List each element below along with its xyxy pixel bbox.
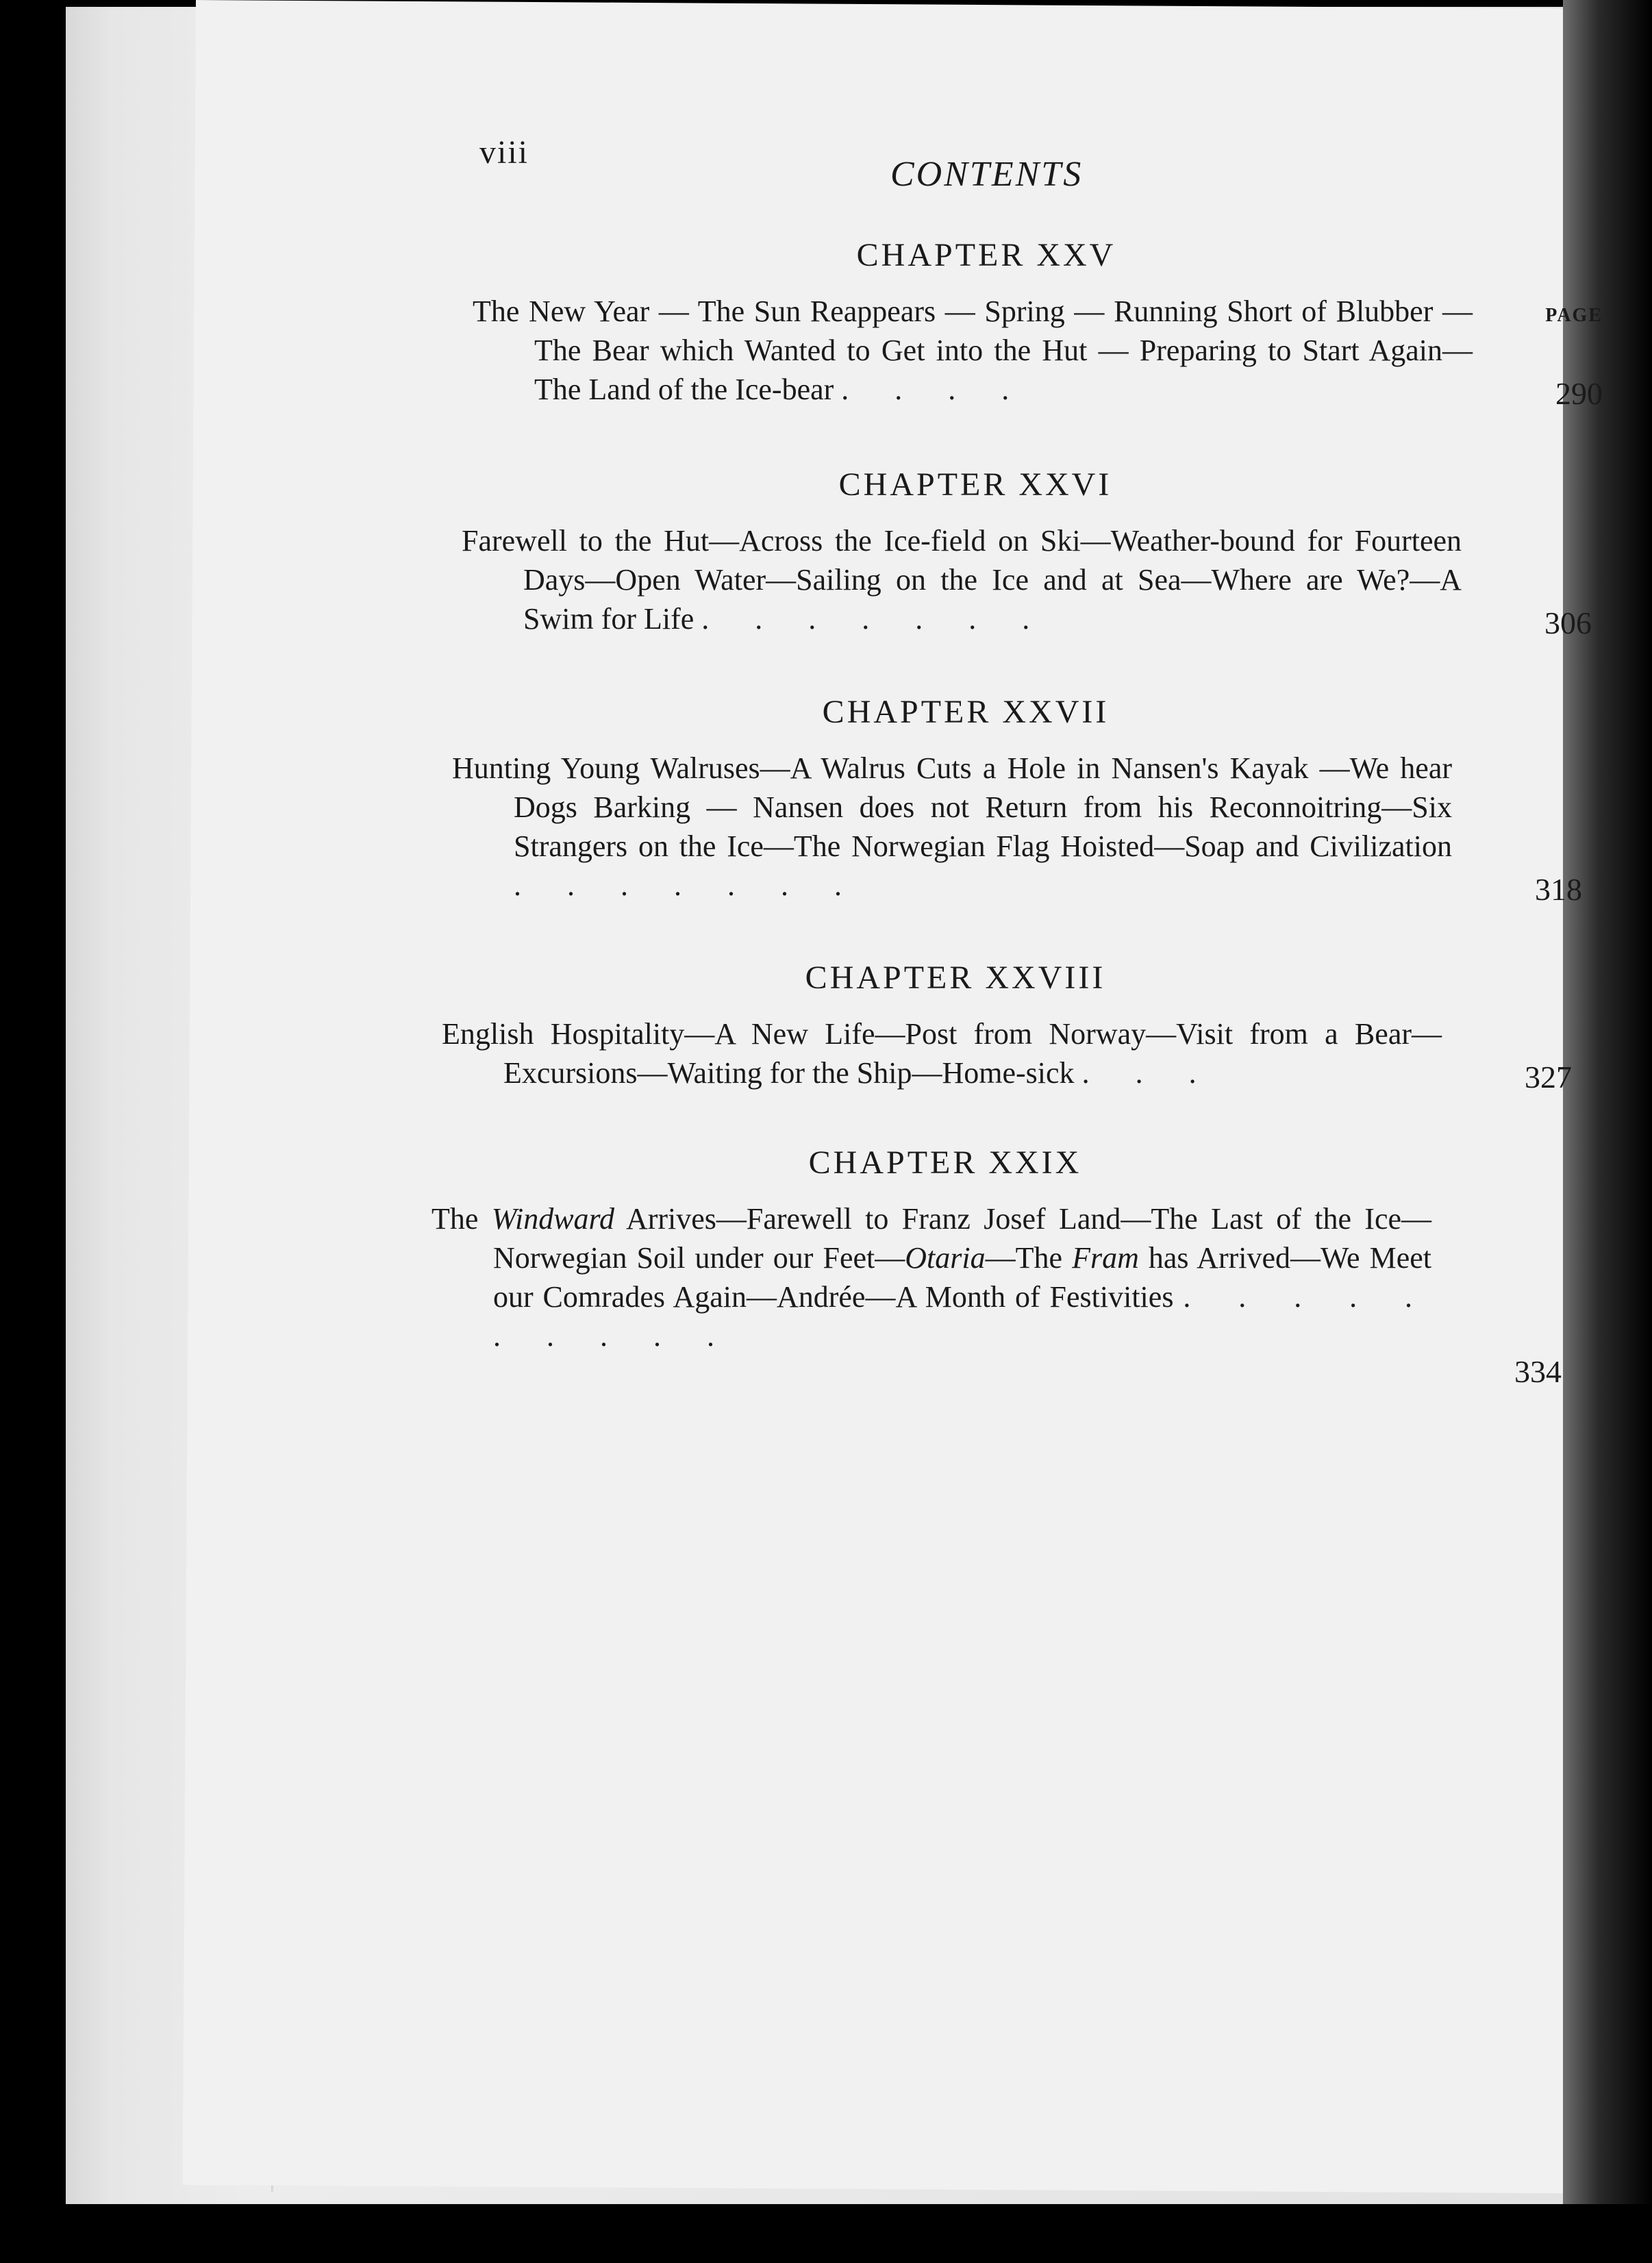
chapter-heading: CHAPTER XXVI [838,466,1112,503]
chapter-summary-text: Hunting Young Walruses—A Walrus Cuts a Hole in Nansen's Kayak —We hear Dogs Barking — Nansen does not Return from his Reconnoitring—Six Strangers on the Ice—The Norwegian Flag Hoisted—Soap and Civilization [452,751,1452,863]
chapter-summary [452,749,1479,905]
right-scan-shadow [1563,0,1652,2263]
leader-dots: . . . [1081,1056,1216,1090]
page-folio: viii [479,134,529,171]
chapter-heading: CHAPTER XXVII [822,694,1110,730]
chapter-summary [462,521,1489,638]
leader-dots: . . . . [841,373,1029,406]
chapter-summary-text: English Hospitality—A New Life—Post from Norway—Visit from a Bear—Excursions—Waiting for the Ship—Home-sick [442,1017,1442,1090]
summary-text-part: Arrives—Farewell to Franz Josef Land—The Last of the Ice—Norwegian Soil under our Feet— [493,1202,1432,1275]
chapter-entry [431,1144,1562,1389]
chapter-page-number: 290 [1555,376,1603,411]
summary-text-part: —The [985,1241,1073,1275]
ship-name-otaria: Otaria [905,1241,986,1275]
chapter-page-number: 334 [1514,1354,1562,1389]
ship-name-windward: Windward [491,1202,615,1236]
summary-text-part: has Arrived—We Meet our Comrades Again—Andrée—A Month of Festivities [493,1241,1432,1314]
chapter-page-number: 318 [1535,872,1582,907]
chapter-heading: CHAPTER XXIX [808,1145,1082,1181]
chapter-summary [473,292,1500,409]
chapter-entry [442,959,1572,1095]
chapter-entry [462,466,1592,640]
running-head: CONTENTS [890,155,1084,194]
chapter-entry [473,236,1603,411]
chapter-page-number: 327 [1525,1060,1572,1095]
leader-dots: . . . . . . . . . . [493,1280,1432,1353]
chapter-page-number: 306 [1544,605,1592,640]
chapter-summary [431,1199,1459,1355]
summary-text-part: The [431,1202,492,1236]
chapter-heading: CHAPTER XXVIII [805,960,1106,996]
chapter-heading: CHAPTER XXV [856,237,1116,273]
chapter-summary-text: Farewell to the Hut—Across the Ice-field on Ski—Weather-bound for Fourteen Days—Open Water—Sailing on the Ice and at Sea—Where are We?—A Swim for Life [462,524,1462,636]
page-column-label: PAGE [1545,305,1603,326]
leader-dots: . . . . . . . [701,602,1049,636]
chapter-summary [442,1014,1469,1092]
bottom-scan-border [0,2204,1652,2263]
leader-dots: . . . . . . . [514,868,861,902]
chapter-summary-text: The New Year — The Sun Reappears — Spring — Running Short of Blubber — The Bear which Wanted to Get into the Hut — Preparing to Start Again—The Land of the Ice-bear [473,295,1473,406]
chapter-entry [452,693,1582,907]
ship-name-fram: Fram [1072,1241,1139,1275]
